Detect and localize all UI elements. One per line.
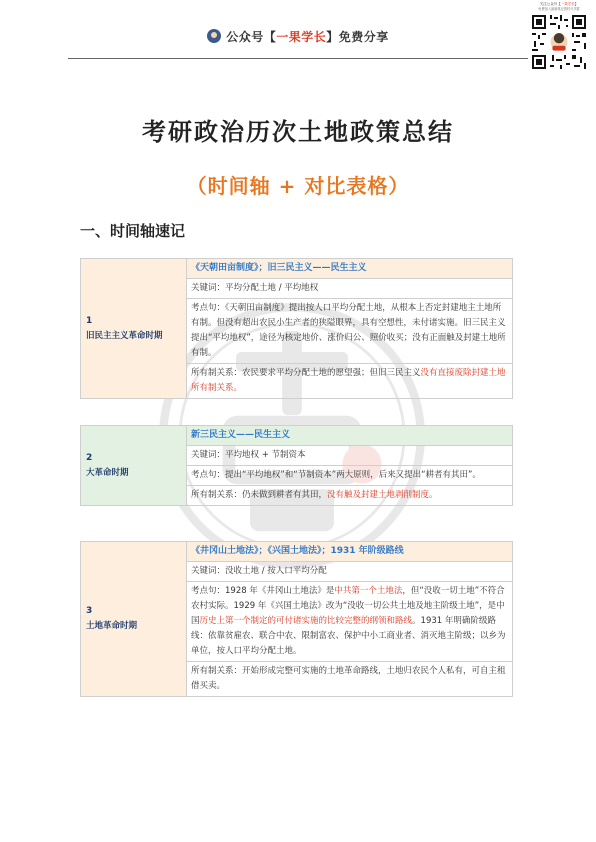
period-ownership: 所有制关系：仍未做到耕者有其田，没有触及封建土地剥削制度。	[187, 486, 513, 506]
period-heading: 《井冈山土地法》；《兴国土地法》；1931 年阶级路线	[187, 542, 513, 562]
page-header	[0, 28, 596, 45]
period-keywords: 关键词：平均地权 + 节制资本	[187, 446, 513, 466]
page-title: 考研政治历次土地政策总结	[142, 117, 454, 146]
timeline-table-period-1	[80, 258, 513, 399]
period-exam-point: 考点句：1928 年《井冈山土地法》是中共第一个土地法，但“没收一切土地”不符合农村实际。1929 年《兴国土地法》改为“没收一切公共土地及地主阶级土地”，是中国历史上第一个制定的可付诸实施的比较完整的纲领和路线。1931 年明确阶级路线：依靠贫雇农、联合中农、限制富农、保护中小工商业者、消灭地主阶级；以乡为单位，按人口平均分配土地。	[187, 582, 513, 662]
period-heading: 《天朝田亩制度》；旧三民主义——民生主义	[187, 259, 513, 279]
period-exam-point: 考点句：《天朝田亩制度》提出按人口平均分配土地，从根本上否定封建地主土地所有制。但没有超出农民小生产者的狭隘眼界，具有空想性，未付诸实施。旧三民主义提出“平均地权”，途径为核定地价、涨价归公、照价收买；没有正面触及封建土地所有制。	[187, 299, 513, 364]
header-divider	[68, 58, 528, 59]
qr-caption: 关注公众号【一果学长】	[539, 2, 579, 6]
period-number: 2	[86, 452, 93, 463]
timeline-table-period-3	[80, 541, 513, 697]
period-ownership: 所有制关系：开始形成完整可实施的土地革命路线，土地归农民个人私有，可自主租借买卖。	[187, 662, 513, 697]
period-heading: 新三民主义——民生主义	[187, 426, 513, 446]
period-keywords: 关键词：没收土地 / 按人口平均分配	[187, 562, 513, 582]
period-number: 3	[86, 606, 93, 616]
header-prefix: 公众号【	[226, 30, 277, 44]
period-label	[81, 259, 187, 399]
section-heading: 一、时间轴速记	[80, 222, 186, 240]
period-keywords: 关键词：平均分配土地 / 平均地权	[187, 279, 513, 299]
avatar-icon	[207, 29, 221, 43]
period-exam-point: 考点句：提出“平均地权”和“节制资本”两大原则，后来又提出“耕者有其田”。	[187, 466, 513, 486]
qr-code-icon	[530, 13, 588, 71]
period-ownership: 所有制关系：农民要求平均分配土地的愿望强；但旧三民主义没有直接废除封建土地所有制关系。	[187, 364, 513, 399]
period-number: 1	[86, 315, 93, 326]
period-label	[81, 426, 187, 506]
period-era: 土地革命时期	[86, 621, 138, 631]
header-suffix: 】免费分享	[326, 30, 389, 44]
header-brand: 一果学长	[276, 30, 327, 44]
period-era: 旧民主主义革命时期	[86, 330, 163, 341]
timeline-table-period-2	[80, 425, 513, 506]
qr-code-block	[528, 2, 590, 80]
period-label	[81, 542, 187, 697]
page-subtitle: （时间轴 + 对比表格）	[186, 174, 410, 198]
period-era: 大革命时期	[86, 467, 129, 478]
qr-caption-line2: 免费加入最新笔记资料分享群	[538, 7, 580, 11]
